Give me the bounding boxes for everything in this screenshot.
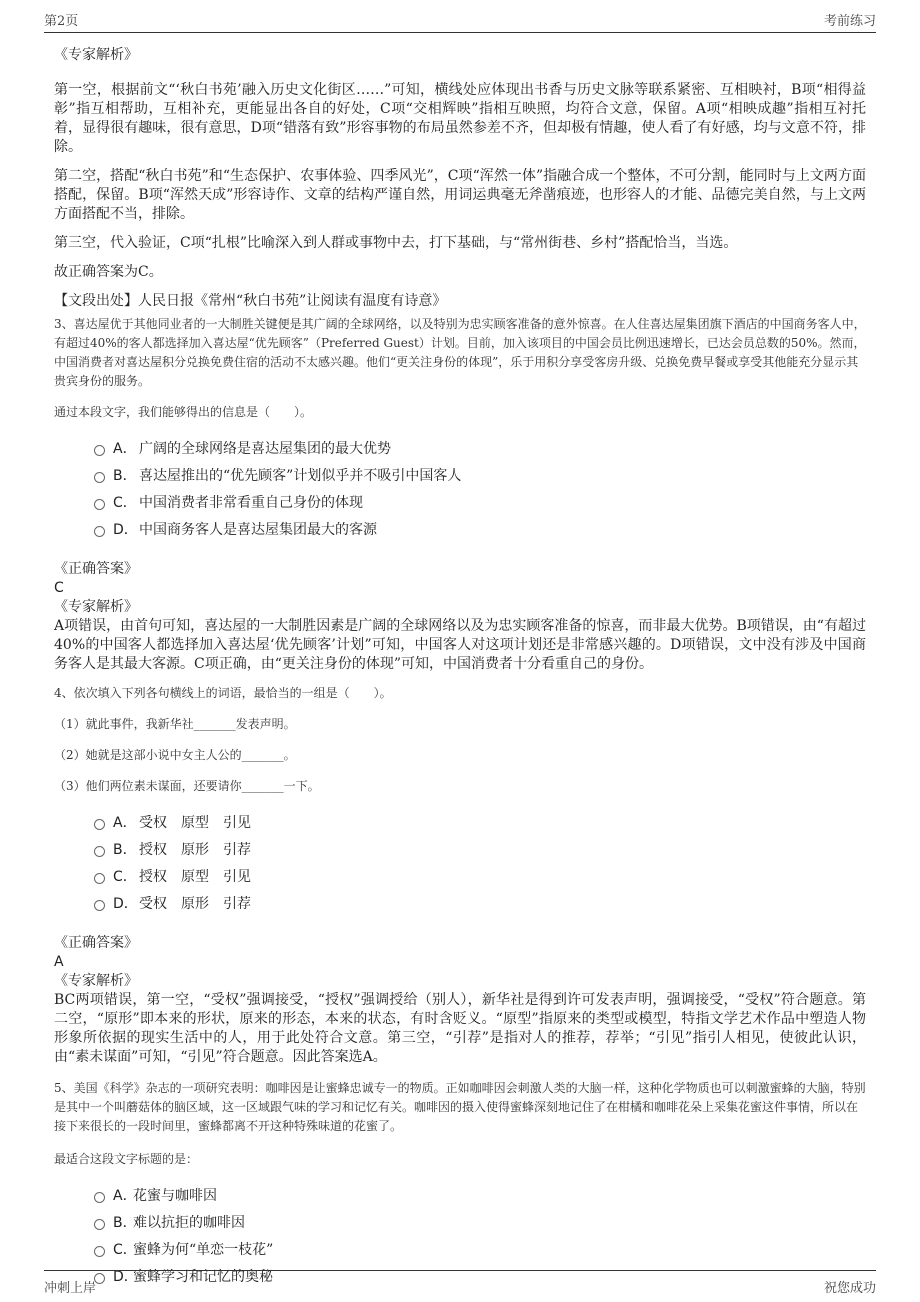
q4-option-b[interactable]: B． 授权 原形 引荐	[94, 835, 866, 862]
q3-stem: 3、喜达屋优于其他同业者的一大制胜关键便是其广阔的全球网络，以及特别为忠实顾客准备的意外惊喜。在人住喜达屋集团旗下酒店的中国商务客人中，有超过40%的客人都选择加入喜达屋“优先顾客”（Preferred Guest）计划。目前，加入该项目的中国会员比例迅速增长，已达会员总数的50%。然而，中国消费者对喜达屋积分兑换免费住宿的活动不太感兴趣。他们“更关注身份的体现”，乐于用积分享受客房升级、兑换免费早餐或享受其他能充分显示其贵宾身份的服务。	[54, 317, 866, 388]
radio-icon[interactable]	[94, 526, 105, 537]
q2-analysis-label: 《专家解析》	[54, 47, 138, 63]
q5-option-b[interactable]: B． 难以抗拒的咖啡因	[94, 1208, 866, 1235]
page-number: 第2页	[44, 13, 79, 29]
q2-conclusion: 故正确答案为C。	[54, 264, 163, 280]
radio-icon[interactable]	[94, 1219, 105, 1230]
q4-options	[94, 808, 866, 916]
q4-line-3: （3）他们两位素未谋面，还要请你_______一下。	[54, 779, 320, 793]
q3-analysis-label: 《专家解析》	[54, 599, 138, 615]
q2-analysis-para3: 第三空，代入验证，C项“扎根”比喻深入到人群或事物中去，打下基础，与“常州街巷、乡村”搭配恰当，当选。	[54, 235, 738, 251]
radio-icon[interactable]	[94, 900, 105, 911]
radio-icon[interactable]	[94, 873, 105, 884]
page-header	[44, 8, 876, 33]
radio-icon[interactable]	[94, 472, 105, 483]
radio-icon[interactable]	[94, 846, 105, 857]
radio-icon[interactable]	[94, 819, 105, 830]
q3-option-c[interactable]: C． 中国消费者非常看重自己身份的体现	[94, 488, 866, 515]
q3-option-b[interactable]: B． 喜达屋推出的“优先顾客”计划似乎并不吸引中国客人	[94, 461, 866, 488]
q4-option-d[interactable]: D． 受权 原形 引荐	[94, 889, 866, 916]
q2-analysis-para2: 第二空，搭配“秋白书苑”和“生态保护、农事体验、四季风光”，C项“浑然一体”指融合成一个整体，不可分割，能同时与上文两方面搭配，保留。B项“浑然天成”形容诗作、文章的结构严谨自然，用词运典毫无斧凿痕迹，也形容人的才能、品德完美自然，与上文两方面搭配不当，排除。	[54, 168, 866, 222]
radio-icon[interactable]	[94, 445, 105, 456]
q2-source: 【文段出处】人民日报《常州“秋白书苑”让阅读有温度有诗意》	[54, 293, 447, 309]
radio-icon[interactable]	[94, 499, 105, 510]
q4-answer-label: 《正确答案》	[54, 935, 138, 951]
q5-stem: 5、美国《科学》杂志的一项研究表明：咖啡因是让蜜蜂忠诚专一的物质。正如咖啡因会刺激人类的大脑一样，这种化学物质也可以刺激蜜蜂的大脑，特别是其中一个叫蘑菇体的脑区域，这一区域跟气味的学习和记忆有关。咖啡因的摄入使得蜜蜂深刻地记住了在柑橘和咖啡花朵上采集花蜜这件事情，所以在接下来很长的一段时间里，蜜蜂都离不开这种特殊味道的花蜜了。	[54, 1081, 866, 1133]
q5-prompt: 最适合这段文字标题的是：	[54, 1152, 199, 1166]
q3-prompt: 通过本段文字，我们能够得出的信息是（ ）。	[54, 405, 313, 419]
page-footer	[44, 1270, 876, 1297]
q4-option-a[interactable]: A． 受权 原型 引见	[94, 808, 866, 835]
q3-answer: C	[54, 580, 64, 596]
footer-left: 冲刺上岸	[44, 1280, 97, 1296]
q4-line-2: （2）她就是这部小说中女主人公的_______。	[54, 748, 296, 762]
q4-analysis: BC两项错误，第一空，“受权”强调接受，“授权”强调授给（别人），新华社是得到许可发表声明，强调接受，“受权”符合题意。第二空，“原形”即本来的形状，原来的形态，本来的状态，有时含贬义。“原型”指原来的类型或模型，特指文学艺术作品中塑造人物形象所依据的现实生活中的人，用于此处符合文意。第三空，“引荐”是指对人的推荐，荐举；“引见”指引人相见，使彼此认识，由“素未谋面”可知，“引见”符合题意。因此答案选A。	[54, 992, 866, 1065]
q4-option-c[interactable]: C． 授权 原型 引见	[94, 862, 866, 889]
q2-analysis-para1: 第一空，根据前文“‘秋白书苑’融入历史文化街区……”可知，横线处应体现出书香与历史文脉等联系紧密、互相映衬，B项“相得益彰”指互相帮助，互相补充，更能显出各自的好处，C项“交相辉映”指相互映照，均符合文意，保留。A项“相映成趣”指相互衬托着，显得很有趣味，很有意思，D项“错落有致”形容事物的布局虽然参差不齐，但却极有情趣，使人看了有好感，均与文意不符，排除。	[54, 82, 866, 155]
q4-stem: 4、依次填入下列各句横线上的词语，最恰当的一组是（ ）。	[54, 686, 392, 700]
q3-option-d[interactable]: D． 中国商务客人是喜达屋集团最大的客源	[94, 515, 866, 542]
q3-analysis: A项错误，由首句可知，喜达屋的一大制胜因素是广阔的全球网络以及为忠实顾客准备的惊喜，而非最大优势。B项错误，由“有超过40%的中国客人都选择加入喜达屋‘优先顾客’计划”可知，中国客人对这项计划还是非常感兴趣的。D项错误，文中没有涉及中国商务客人是其最大客源。C项正确，由“更关注身份的体现”可知，中国消费者十分看重自己的身份。	[54, 618, 866, 672]
page-content	[54, 40, 866, 1289]
q4-analysis-label: 《专家解析》	[54, 973, 138, 989]
radio-icon[interactable]	[94, 1192, 105, 1203]
q5-option-a[interactable]: A． 花蜜与咖啡因	[94, 1181, 866, 1208]
footer-right: 祝您成功	[823, 1280, 876, 1296]
q3-options	[94, 434, 866, 542]
q4-line-1: （1）就此事件，我新华社_______发表声明。	[54, 717, 296, 731]
q3-answer-label: 《正确答案》	[54, 561, 138, 577]
q3-option-a[interactable]: A． 广阔的全球网络是喜达屋集团的最大优势	[94, 434, 866, 461]
header-title: 考前练习	[823, 13, 876, 29]
q4-answer: A	[54, 954, 64, 970]
q5-option-c[interactable]: C． 蜜蜂为何“单恋一枝花”	[94, 1235, 866, 1262]
q5-option-d[interactable]: D． 蜜蜂学习和记忆的奥秘	[94, 1262, 866, 1289]
radio-icon[interactable]	[94, 1246, 105, 1257]
